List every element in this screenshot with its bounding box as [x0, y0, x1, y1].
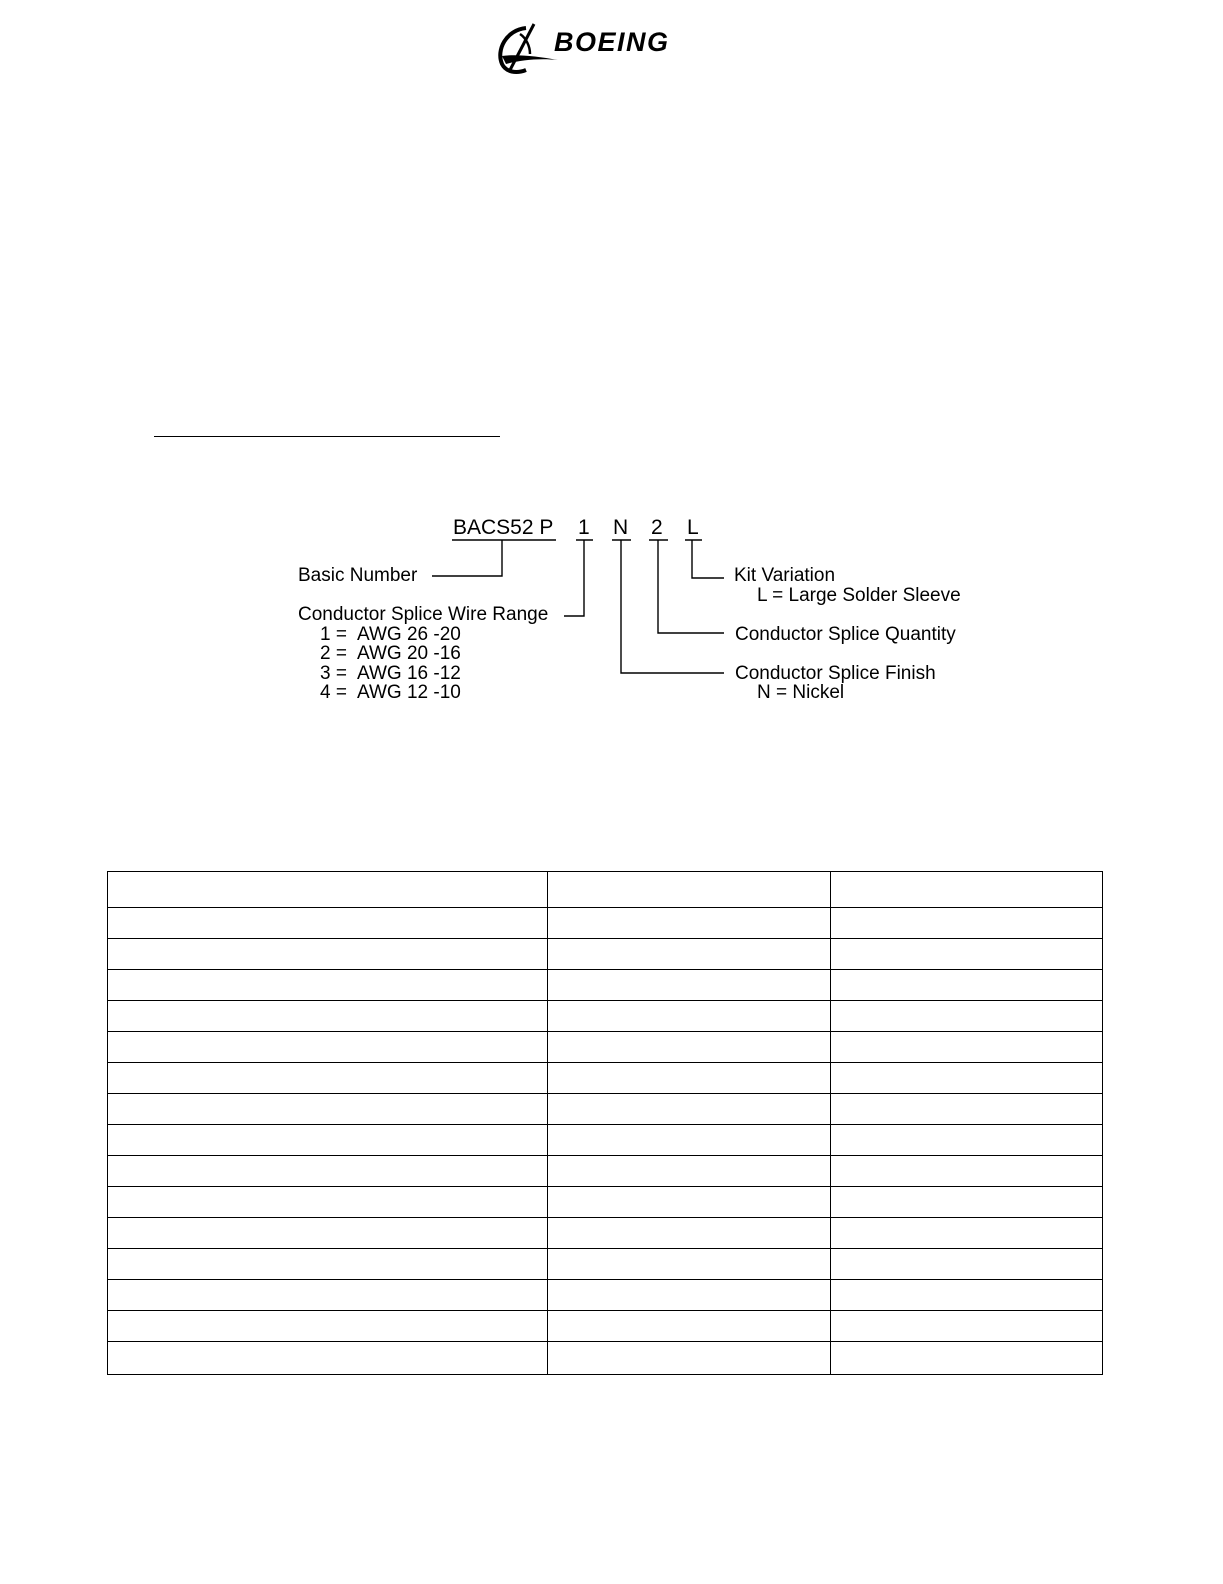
table-cell: [108, 1156, 548, 1187]
table-cell: [548, 1156, 831, 1187]
table-cell: [831, 1249, 1103, 1280]
table-cell: [108, 1125, 548, 1156]
table-row: [108, 1001, 1103, 1032]
table-row: [108, 1280, 1103, 1311]
wire-range-leader: [564, 540, 584, 616]
table-cell: [831, 872, 1103, 908]
table-cell: [108, 1342, 548, 1375]
quantity-leader: [658, 540, 724, 633]
table-cell: [831, 970, 1103, 1001]
wire-range-value-1: AWG 26 -20: [357, 624, 461, 645]
table-cell: [108, 1249, 548, 1280]
table-cell: [548, 1342, 831, 1375]
logo-wordmark: BOEING: [554, 27, 670, 57]
kit-variation-value: L = Large Solder Sleeve: [757, 585, 961, 606]
table-row: [108, 1094, 1103, 1125]
wire-range-code-2: 2 =: [320, 643, 347, 664]
table-cell: [548, 1063, 831, 1094]
callout-lines: [0, 0, 1223, 760]
wire-range-code-3: 3 =: [320, 663, 347, 684]
wire-range-code-4: 4 =: [320, 682, 347, 703]
designation-base: BACS52 P: [453, 516, 554, 539]
table-row: [108, 1311, 1103, 1342]
wire-range-label: Conductor Splice Wire Range: [298, 604, 549, 625]
table-cell: [108, 1094, 548, 1125]
finish-label: Conductor Splice Finish: [735, 663, 936, 684]
table-row: [108, 939, 1103, 970]
part-number-diagram: [0, 0, 1223, 760]
finish-leader: [621, 540, 724, 673]
table-cell: [548, 1001, 831, 1032]
table-cell: [108, 908, 548, 939]
wire-range-value-4: AWG 12 -10: [357, 682, 461, 703]
table-cell: [831, 1187, 1103, 1218]
parts-table-body: [108, 872, 1103, 1375]
table-cell: [548, 1249, 831, 1280]
table-cell: [831, 1280, 1103, 1311]
quantity-label: Conductor Splice Quantity: [735, 624, 956, 645]
table-row: [108, 1063, 1103, 1094]
table-cell: [548, 1187, 831, 1218]
table-row: [108, 1187, 1103, 1218]
table-row: [108, 970, 1103, 1001]
designation-finish-code: N: [613, 516, 629, 539]
table-row: [108, 872, 1103, 908]
table-cell: [548, 970, 831, 1001]
table-cell: [548, 872, 831, 908]
wire-range-value-3: AWG 16 -12: [357, 663, 461, 684]
table-cell: [548, 1125, 831, 1156]
table-row: [108, 1342, 1103, 1375]
finish-value: N = Nickel: [757, 682, 845, 703]
designation-quantity-code: 2: [651, 516, 663, 539]
wire-range-value-2: AWG 20 -16: [357, 643, 461, 664]
table-row: [108, 908, 1103, 939]
table-cell: [831, 1342, 1103, 1375]
table-cell: [548, 1218, 831, 1249]
table-cell: [831, 1094, 1103, 1125]
table-cell: [831, 908, 1103, 939]
table-cell: [831, 1001, 1103, 1032]
parts-table: [107, 871, 1103, 1375]
designation-range-code: 1: [578, 516, 590, 539]
table-cell: [108, 1063, 548, 1094]
table-cell: [548, 1311, 831, 1342]
table-cell: [831, 1311, 1103, 1342]
table-row: [108, 1249, 1103, 1280]
table-row: [108, 1156, 1103, 1187]
table-cell: [548, 1094, 831, 1125]
kit-leader: [692, 540, 724, 578]
table-cell: [108, 1311, 548, 1342]
table-cell: [548, 908, 831, 939]
table-cell: [108, 1218, 548, 1249]
table-cell: [548, 939, 831, 970]
table-cell: [108, 939, 548, 970]
table-cell: [108, 1280, 548, 1311]
wire-range-code-1: 1 =: [320, 624, 347, 645]
table-cell: [548, 1280, 831, 1311]
table-cell: [831, 1063, 1103, 1094]
table-row: [108, 1125, 1103, 1156]
table-cell: [108, 1001, 548, 1032]
basic-number-leader: [432, 540, 502, 576]
table-cell: [831, 939, 1103, 970]
table-row: [108, 1032, 1103, 1063]
table-cell: [108, 872, 548, 908]
table-cell: [108, 1032, 548, 1063]
table-cell: [831, 1218, 1103, 1249]
basic-number-label: Basic Number: [298, 565, 418, 586]
table-row: [108, 1218, 1103, 1249]
table-cell: [831, 1156, 1103, 1187]
table-cell: [548, 1032, 831, 1063]
table-cell: [108, 1187, 548, 1218]
table-cell: [831, 1032, 1103, 1063]
table-cell: [831, 1125, 1103, 1156]
kit-variation-label: Kit Variation: [734, 565, 836, 586]
designation-kit-code: L: [687, 516, 699, 539]
table-cell: [108, 970, 548, 1001]
